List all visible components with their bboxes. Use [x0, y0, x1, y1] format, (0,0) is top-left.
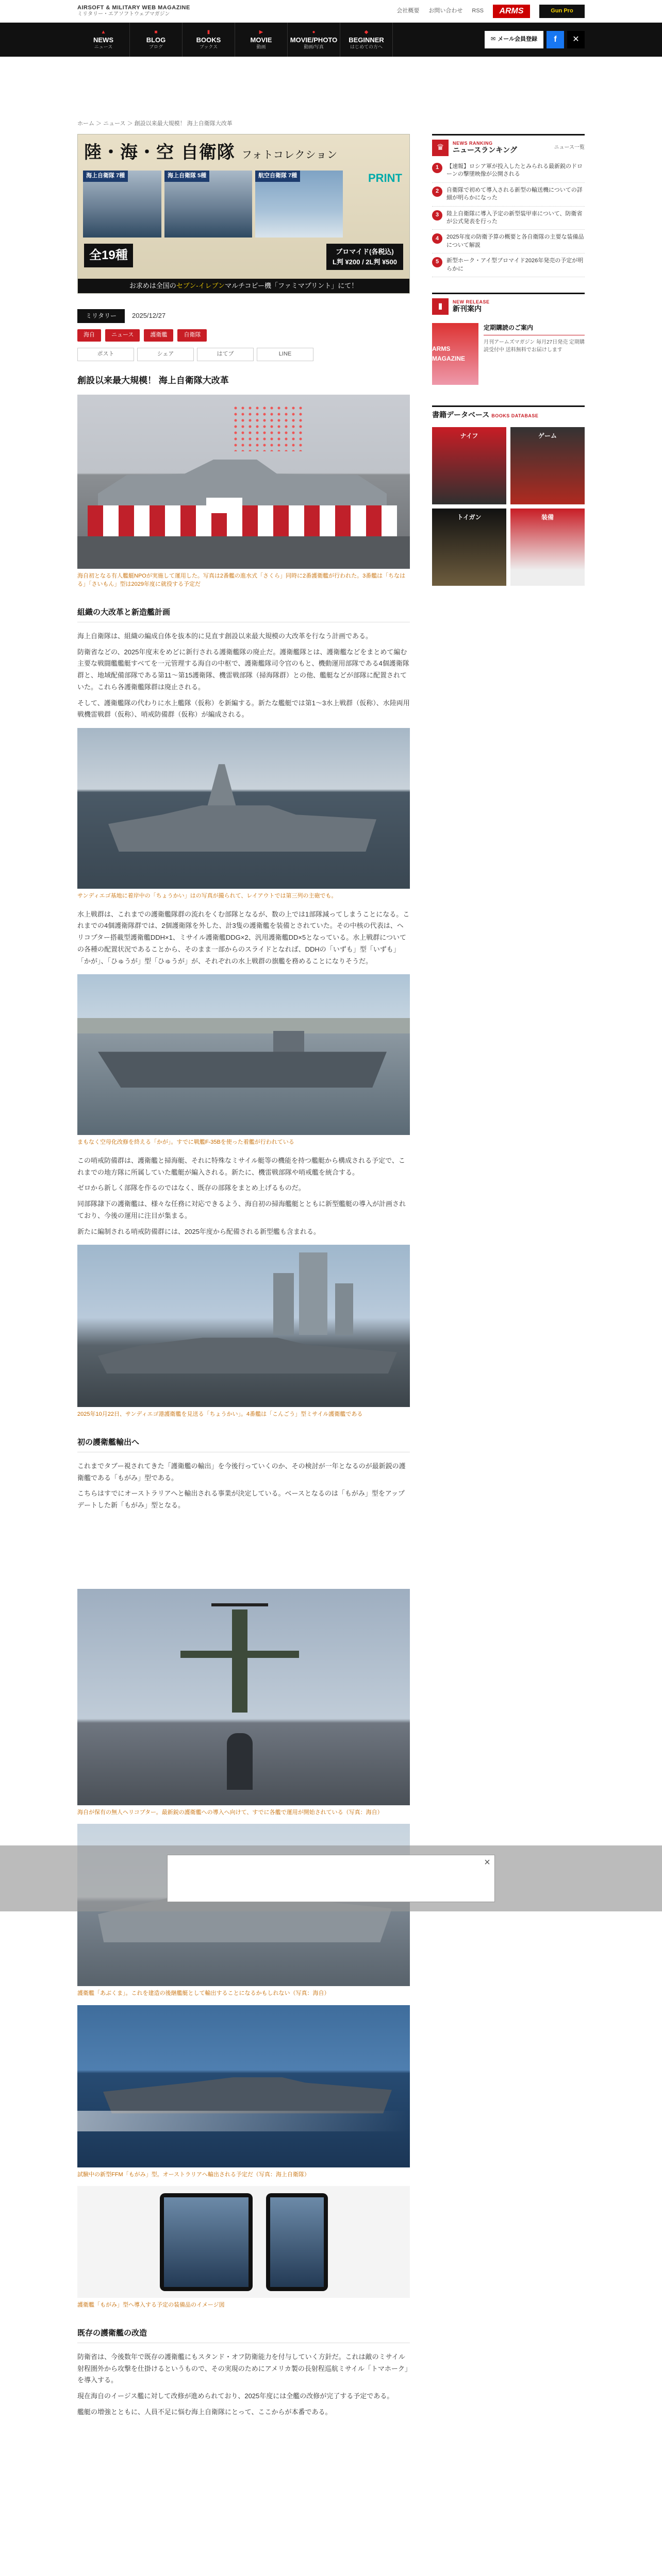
product-card[interactable] [432, 318, 585, 390]
tag[interactable]: ニュース [105, 329, 140, 342]
photo-caption: 試験中の新型FFM「もがみ」型。オーストラリアへ輸出される予定だ（写真：海上自衛隊） [77, 2171, 310, 2178]
article-photo [77, 2005, 410, 2179]
frigate-image [77, 2005, 410, 2167]
book-cover[interactable]: 装備 [510, 509, 585, 586]
book-cover[interactable]: トイガン [432, 509, 506, 586]
paragraph: ゼロから新しく部隊を作るのではなく、既存の部隊をまとめ上げるものだ。 [77, 1184, 305, 1192]
product-text [484, 323, 585, 385]
news-icon: ▲ [101, 29, 106, 35]
new-release-en: NEW RELEASE [453, 299, 490, 305]
rank-number: 4 [432, 233, 442, 244]
magazine-cover: ARMS MAGAZINE [432, 323, 478, 385]
paragraph: 防衛省は、今後数年で既存の護衛艦にもスタンド・オフ防衛能力を付与していく方針だ。これは敵のミサイル射程圏外から攻撃を仕掛けるというもので、その実現のためにアメリカ製の長射程巡航ミサイル「トマホーク」を導入する。 [77, 2352, 408, 2384]
books-header [432, 407, 585, 422]
banner-panels [83, 171, 343, 238]
panel-label: 海上自衛隊 5種 [164, 171, 209, 182]
ad-overlay [0, 1845, 662, 1911]
nav-item-blog[interactable] [130, 23, 183, 57]
publish-date: 2025/12/27 [132, 312, 166, 320]
book-cover[interactable]: ゲーム [510, 427, 585, 504]
new-release-heading [453, 300, 490, 313]
stripe-em: セブン-イレブン [176, 282, 225, 290]
breadcrumb[interactable]: ホーム ＞ ニュース ＞ 創設以来最大規模！ 海上自衛隊大改革 [77, 121, 233, 127]
books-title: 書籍データベース [432, 410, 490, 419]
device-image [77, 2186, 410, 2298]
ranking-item[interactable] [432, 159, 585, 183]
photo-caption: 海自初となる有人艦艇NPOが実施して運用した。写真は2番艦の進水式「さくら」同時に2番護衛艦が行われた。3番艦は「ちなはる」「さいもん」型は2029年度に就役する予定だ [77, 572, 406, 588]
paragraph: 防衛省などの、2025年度末をめどに新行される護衛艦隊の廃止だ。護衛艦隊とは、護衛艦などをまとめて編む主要な戦闘艦艦艇すべてを一元管理する海自の中枢で、護衛艦隊司令官のもと、機動運用部隊である4個護衛隊群と、地域配備部隊である第11〜第15護衛隊、機雷戦部隊（掃海隊群）との他、艦艇などが部隊に配置されていた。これら各護衛艦隊群は廃止される。 [77, 648, 409, 691]
price-title: ブロマイド(各税込) [336, 248, 394, 256]
tag[interactable]: 自衛隊 [177, 329, 207, 342]
nav-sub: ニュース [94, 44, 113, 49]
banner-panel [255, 171, 343, 238]
rank-number: 3 [432, 210, 442, 221]
nav-item-movie[interactable] [235, 23, 288, 57]
x-icon[interactable]: ✕ [567, 31, 585, 48]
article-photo [77, 1245, 410, 1419]
photo-caption: 2025年10月22日、サンディエゴ港護衛艦を見送る「ちょうかい」。4番艦は「こんごう」型ミサイル護衛艦である [77, 1411, 363, 1418]
book-icon: ▮ [432, 298, 449, 315]
ranking-text: 新型ホーク・アイ型ブロマイド2026年発売の予定が明らかに [446, 258, 584, 272]
tag-list [77, 329, 410, 342]
new-release-title: 新刊案内 [453, 304, 482, 313]
ranking-text: 【速報】ロシア軍が投入したとみられる最新鋭のドローンの撃墜映像が公開される [446, 163, 583, 178]
paragraph: そして、護衛艦隊の代わりに水上艦隊（仮称）を新編する。新たな艦艇では第1〜3水上戦群（仮称）、水陸両用戦機雷戦群（仮称）、哨戒防備群（仮称）が編成される。 [77, 699, 410, 719]
ranking-text: 2025年度の防衛予算の概要と各自衛隊の主要な装備品について解説 [446, 234, 584, 248]
nav-label: MOVIE/PHOTO [290, 36, 338, 44]
print-label: PRINT [368, 172, 402, 184]
banner-print [368, 173, 402, 184]
ad-slot[interactable] [167, 1855, 495, 1902]
banner-panel [83, 171, 161, 238]
mail-register-label: メール会員登録 [498, 36, 537, 43]
mail-icon: ✉ [491, 36, 496, 43]
banner-title-sub: フォトコレクション [241, 148, 338, 161]
carrier-image [77, 974, 410, 1135]
books-grid [432, 422, 585, 591]
price-value: L判 ¥200 / 2L判 ¥500 [332, 258, 397, 266]
product-desc: 月刊アームズマガジン 毎月27日発売 定期購読受付中 送料無料でお届けします [484, 340, 585, 353]
nav-item-photo[interactable] [288, 23, 340, 57]
banner-title [84, 139, 338, 166]
article-photo [77, 1589, 410, 1817]
tag[interactable]: 海自 [77, 329, 101, 342]
nav-label: BLOG [146, 36, 166, 44]
ranking-heading [453, 141, 517, 154]
article-photo [77, 974, 410, 1147]
beginner-icon: ◆ [364, 29, 369, 35]
nav-item-beginner[interactable] [340, 23, 393, 57]
top-link-rss[interactable]: RSS [472, 7, 484, 14]
section-heading: 既存の護衛艦の改造 [77, 2327, 410, 2343]
nav-label: BOOKS [196, 36, 221, 44]
ceremony-image [77, 395, 410, 569]
new-release-header [432, 294, 585, 318]
book-cover[interactable]: ナイフ [432, 427, 506, 504]
share-buttons [77, 348, 410, 361]
nav-sub: ブックス [199, 44, 218, 49]
play-icon: ▶ [259, 29, 263, 35]
ranking-header [432, 135, 585, 159]
paragraph: これまでタブー視されてきた「護衛艦の輸出」を今後行っていくのか、その検討が一年となるのが最新鋭の護衛艦である「もがみ」型である。 [77, 1462, 406, 1482]
top-strip [0, 0, 662, 23]
nav-item-news[interactable] [77, 23, 130, 57]
top-links [396, 5, 585, 18]
paragraph: 水上戦群は、これまでの護衛艦隊群の流れをくむ部隊となるが、数の上では1部隊減ってしまうことになる。これまでの4個護衛隊群では、2個護衛隊を外した、計3隻の護衛艦を装備とされていた。その中核の代表は、ヘリコプター搭載型護衛艦DDH×1、ミサイル護衛艦DDG×2、汎用護衛艦DD×5となっている。水上戦群についての各種の配置状況であることから、そのまま一部からのスライドとなれば、DDHの「いずも」型「いずも」「かが」、「ひゅうが」型「ひゅうが」が、それぞれの水上戦群の旗艦を務めることになりそうだ。 [77, 910, 410, 965]
banner-price [326, 244, 403, 270]
drone-image [77, 1589, 410, 1805]
nav-label: BEGINNER [349, 36, 384, 44]
ranking-item[interactable] [432, 207, 585, 230]
ranking-text: 陸上自衛隊に導入予定の新型装甲車について、防衛省が公式発表を行った [446, 210, 583, 225]
category-badge[interactable]: ミリタリー [77, 309, 125, 323]
brand-jp: ミリタリー・エアソフトウェブマガジン [77, 11, 170, 18]
paragraph: こちらはすでにオーストラリアへと輸出される事業が決定している。ベースとなるのは「もがみ」型をアップデートした新「もがみ」型となる。 [77, 1489, 405, 1510]
panel-label: 航空自衛隊 7種 [255, 171, 300, 182]
photo-caption: 護衛艦「あぶくま」。これを建造の後継艦艇として輸出することになるかもしれない（写真：海自） [77, 1990, 330, 1997]
nav-label: MOVIE [250, 36, 272, 44]
stripe-post: マルチコピー機「ファミマプリント」にて！ [225, 282, 358, 290]
rank-number: 2 [432, 187, 442, 197]
magazine-logo[interactable]: Gun Pro [539, 5, 585, 18]
banner-panel [164, 171, 252, 238]
top-link-company[interactable]: 会社概要 [396, 7, 420, 14]
ranking-item[interactable] [432, 253, 585, 277]
nav-sub: 動画/写真 [304, 44, 324, 49]
nav-item-books[interactable] [183, 23, 235, 57]
sidebar [432, 134, 585, 606]
arms-logo[interactable]: ARMS [493, 5, 530, 18]
main-column [77, 134, 410, 2418]
section-heading: 初の護衛艦輸出へ [77, 1436, 410, 1452]
top-link-contact[interactable]: お問い合わせ [428, 7, 463, 14]
ranking-item[interactable] [432, 230, 585, 253]
article-title: 創設以来最大規模！ 海上自衛隊大改革 [77, 375, 229, 385]
banner-stripe [78, 279, 409, 293]
banner-count: 全19種 [84, 244, 133, 267]
books-heading [432, 411, 538, 419]
nav-actions [485, 23, 585, 57]
article-photo [77, 395, 410, 589]
destroyer-image [77, 728, 410, 889]
ranking-box [432, 134, 585, 277]
ranking-item[interactable] [432, 183, 585, 207]
nav-label: NEWS [93, 36, 113, 44]
share-facebook-button[interactable]: シェア [137, 348, 194, 361]
nav-sub: ブログ [148, 44, 163, 49]
product-title: 定期購読のご案内 [484, 323, 585, 335]
share-x-button[interactable]: ポスト [77, 348, 134, 361]
paragraph: この哨戒防備群は、護衛艦と掃海艇、それに特殊なミサイル艇等の機能を持つ艦艇から構成される予定で、これまでの地方隊に所属していた艦艇が編入される。新たに、機雷戦部隊や哨戒艦を統合する。 [77, 1156, 405, 1176]
books-box [432, 405, 585, 591]
banner-title-main: 陸・海・空 自衛隊 [84, 142, 235, 163]
nav-sub: はじめての方へ [350, 44, 383, 49]
books-en: BOOKS DATABASE [491, 413, 539, 418]
rank-number: 5 [432, 257, 442, 267]
main-nav [0, 23, 662, 57]
mail-register-button[interactable] [485, 31, 543, 48]
paragraph: 新たに編制される哨戒防備群には、2025年度から配備される新型艦も含まれる。 [77, 1227, 320, 1235]
article-photo [77, 728, 410, 901]
blog-icon: ■ [154, 29, 158, 35]
nav-sub: 動画 [256, 44, 266, 49]
tag[interactable]: 護衛艦 [144, 329, 173, 342]
camera-icon: ● [312, 29, 316, 35]
paragraph: 同部隊隷下の護衛艦は、様々な任務に対応できるよう、海自初の掃海艦艇とともに新型艦艇の導入が計画されており、今後の運用に注目が集まる。 [77, 1200, 406, 1219]
photo-caption: サンディエゴ基地に着岸中の「ちょうかい」はの写真が撮られて、レイアウトでは第三列の主砲でも。 [77, 893, 337, 900]
share-line-button[interactable]: LINE [257, 348, 313, 361]
facebook-icon[interactable]: f [547, 31, 564, 48]
share-hatena-button[interactable]: はてブ [197, 348, 254, 361]
photo-caption: 海自が保有の無人ヘリコプター。最新鋭の護衛艦への導入へ向けて、すでに各艦で運用が開始されている（写真：海自） [77, 1809, 383, 1816]
rank-number: 1 [432, 163, 442, 173]
photo-caption: 護衛艦「もがみ」型へ導入する予定の装備品のイメージ図 [77, 2302, 225, 2309]
stripe-pre: お求めは全国の [129, 282, 176, 290]
ranking-text: 自衛隊で初めて導入される新型の輸送機についての詳細が明らかになった [446, 187, 583, 201]
section-heading: 組織の大改革と新造艦計画 [77, 606, 410, 622]
nav-spacer [393, 23, 485, 57]
paragraph: 艦艇の増強とともに、人員不足に悩む海上自衛隊にとって、ここからが本番である。 [77, 2408, 332, 2416]
panel-label: 海上自衛隊 7種 [83, 171, 128, 182]
paragraph: 海上自衛隊は、組織の編成自体を抜本的に見直す創設以来最大規模の大改革を行なう計画である。 [77, 632, 373, 640]
ranking-en: NEWS RANKING [453, 141, 493, 146]
new-release-box [432, 293, 585, 390]
article-meta [77, 309, 410, 323]
close-icon[interactable]: × [484, 1857, 490, 1868]
ranking-title: ニュースランキング [453, 146, 517, 155]
article-photo [77, 2186, 410, 2310]
brand-en: AIRSOFT & MILITARY WEB MAGAZINE [77, 4, 190, 11]
site-brand[interactable] [77, 5, 190, 18]
paragraph: 現在海自のイージス艦に対して改修が進められており、2025年度には全艦の改修が完了する予定である。 [77, 2392, 394, 2400]
ranking-more-link[interactable]: ニュース一覧 [554, 145, 585, 150]
harbor-city-image [77, 1245, 410, 1407]
ranking-icon: ♛ [432, 140, 449, 156]
book-icon: ▮ [207, 29, 210, 35]
photo-caption: まもなく空母化改修を終える「かが」。すでに戦艦F-35Bを使った着艦が行われている [77, 1139, 294, 1146]
photo-collection-banner[interactable] [77, 134, 410, 294]
